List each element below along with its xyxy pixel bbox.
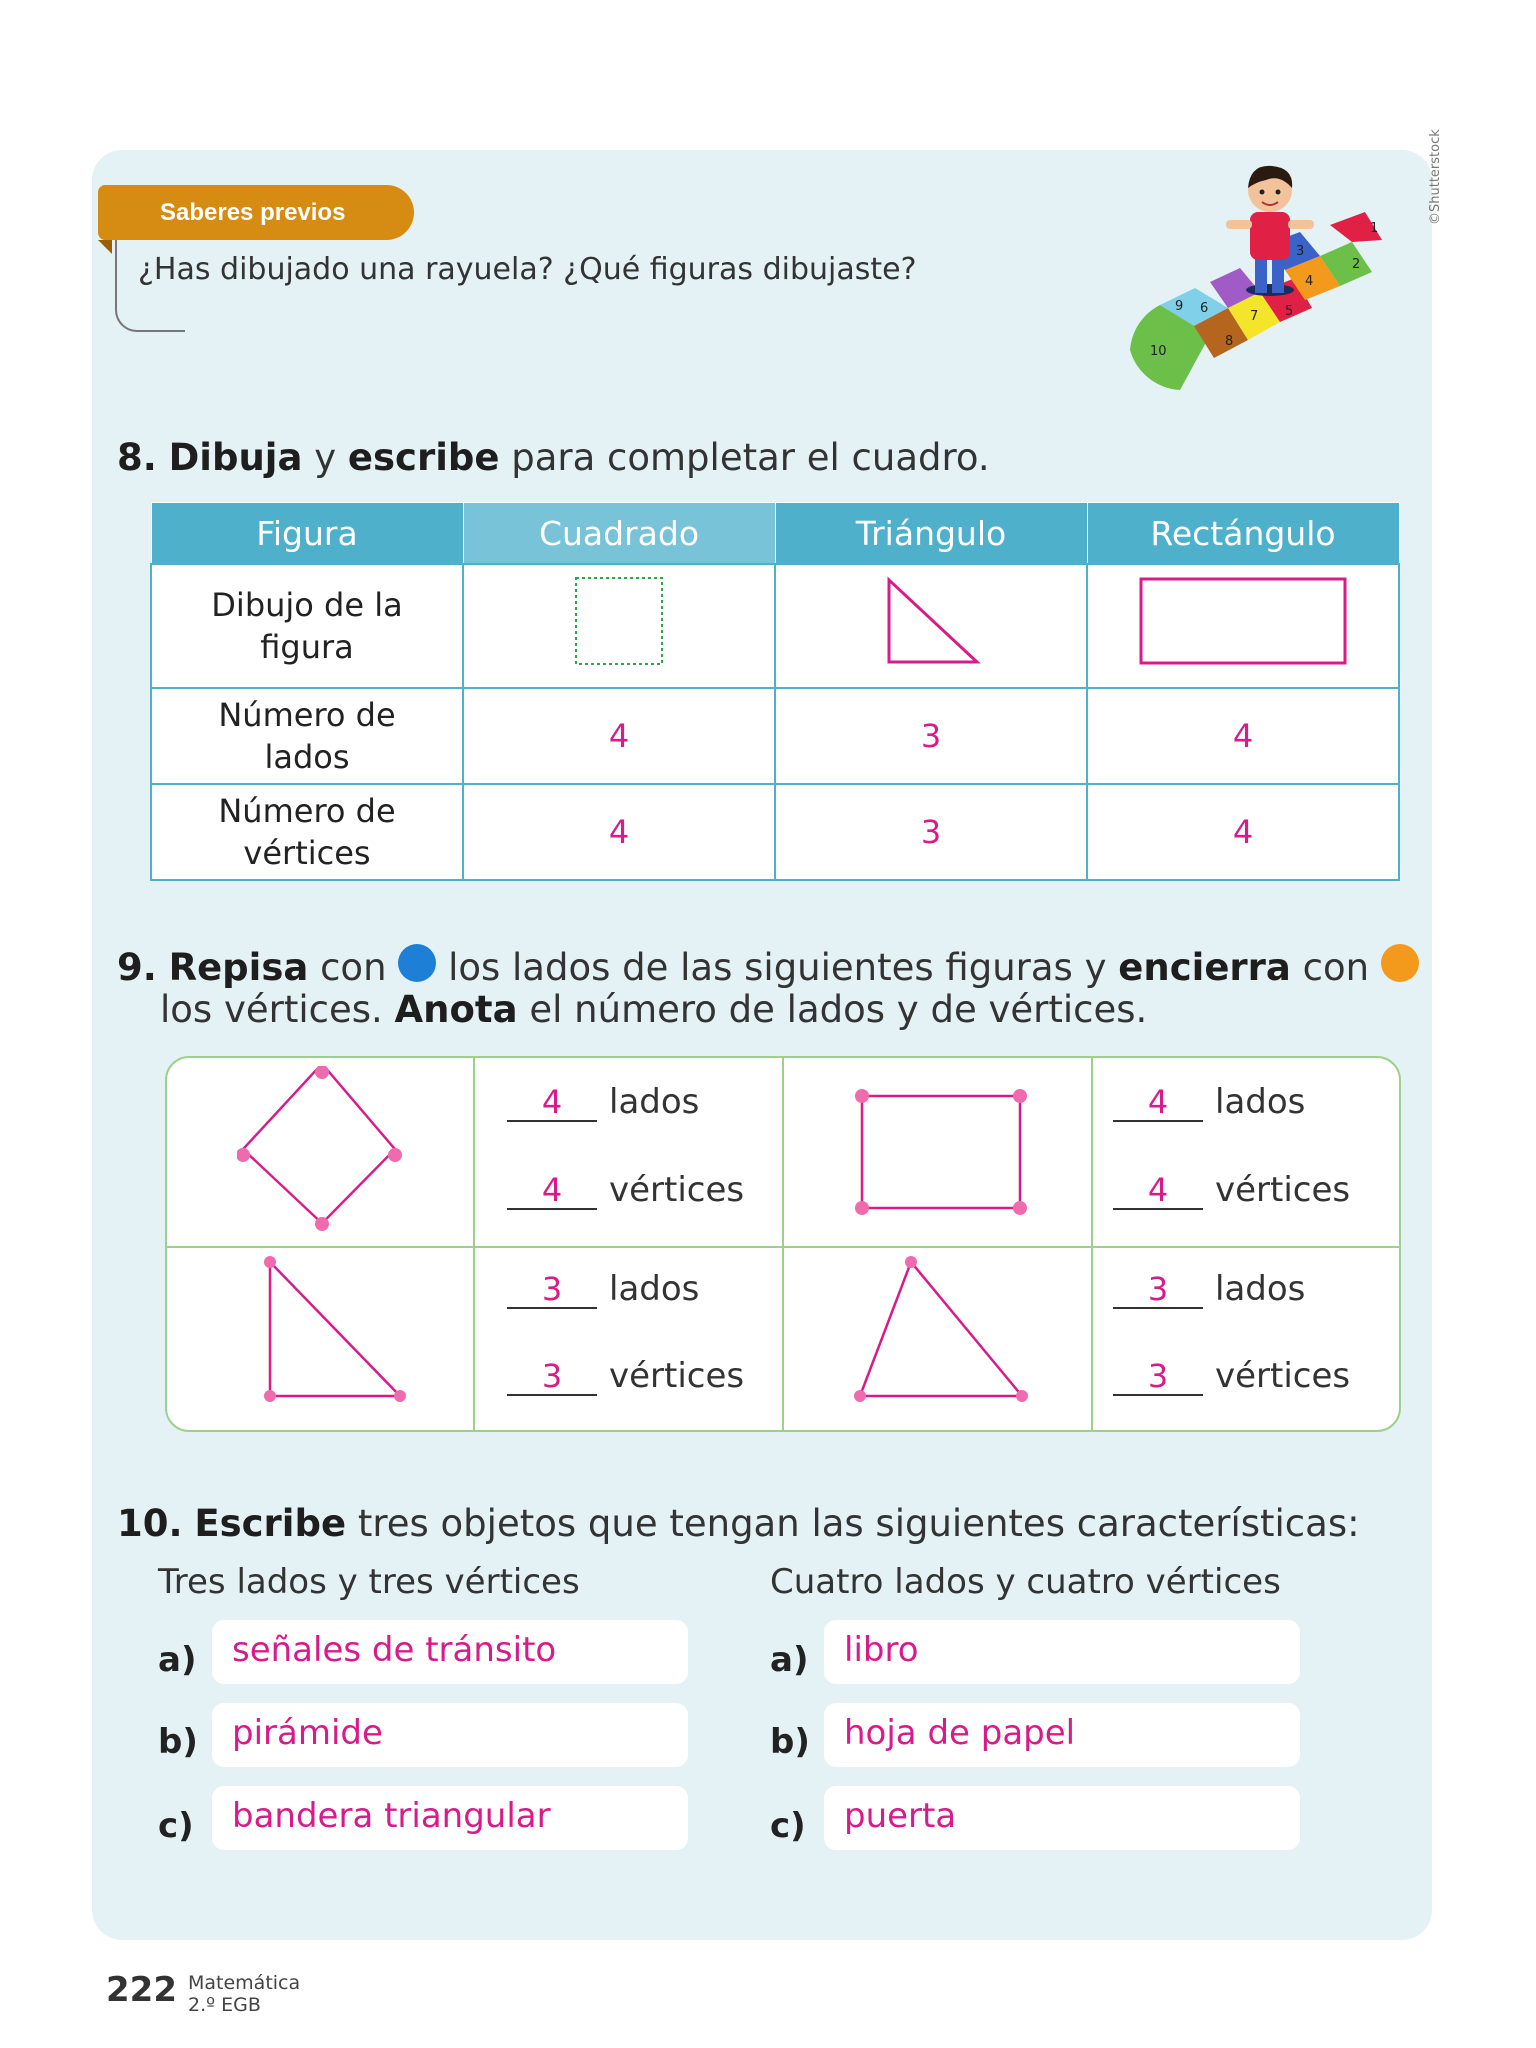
rhombus-sides	[507, 1082, 699, 1122]
ex9-number: 9.	[117, 946, 157, 989]
shapes-table	[150, 502, 1400, 881]
header-rectangulo: Rectángulo	[1087, 503, 1399, 565]
ex9-heading-line2	[160, 988, 1147, 1031]
right-triangle-sides	[507, 1269, 699, 1309]
triangle-sides-answer[interactable]: 3	[775, 688, 1087, 784]
square-sides-answer[interactable]: 4	[463, 688, 775, 784]
right-triangle-vertices-answer[interactable]: 3	[507, 1358, 597, 1396]
ex8-conj: y	[314, 436, 337, 479]
row-drawing-text: Dibujo de la figura	[211, 586, 403, 666]
row-sides	[151, 688, 1399, 784]
shapes-table-header	[151, 503, 1399, 565]
rectangle-sides	[1113, 1082, 1305, 1122]
subject-name: Matemática	[188, 1972, 301, 1994]
hop-num-7: 7	[1250, 309, 1259, 324]
grid-divider	[167, 1246, 1399, 1248]
square-drawing	[574, 576, 664, 666]
blue-dot-icon	[398, 944, 436, 982]
header-figura: Figura	[151, 503, 463, 565]
rectangle-vertices-answer[interactable]: 4	[1113, 1172, 1203, 1210]
ex8-number: 8.	[117, 436, 157, 479]
image-credit: ©Shutterstock	[1428, 129, 1443, 225]
row-vertices	[151, 784, 1399, 880]
word-vertices: vértices	[609, 1356, 745, 1396]
ex10-rest: tres objetos que tengan las siguientes características:	[357, 1502, 1360, 1545]
ex9-heading-line1	[117, 944, 1419, 989]
col1-title: Tres lados y tres vértices	[158, 1562, 580, 1602]
ex8-verb-escribe: escribe	[347, 436, 500, 479]
hop-num-1: 1	[1370, 221, 1379, 236]
word-lados: lados	[1215, 1082, 1306, 1122]
word-vertices: vértices	[1215, 1356, 1351, 1396]
col1-label-c: c)	[158, 1806, 194, 1846]
square-drawing-cell[interactable]	[463, 564, 775, 688]
ex8-rest: para completar el cuadro.	[511, 436, 990, 479]
rectangle-shape[interactable]	[852, 1086, 1032, 1216]
hop-num-2: 2	[1352, 257, 1361, 272]
rhombus-sides-answer[interactable]: 4	[507, 1084, 597, 1122]
right-triangle-shape[interactable]	[262, 1254, 412, 1404]
grade-level: 2.º EGB	[188, 1994, 261, 2016]
hop-num-9: 9	[1175, 299, 1184, 314]
col2-title: Cuatro lados y cuatro vértices	[770, 1562, 1281, 1602]
word-lados: lados	[609, 1269, 700, 1309]
rhombus-vertices	[507, 1170, 744, 1210]
orange-dot-icon	[1381, 944, 1419, 982]
triangle-sides-answer[interactable]: 3	[1113, 1271, 1203, 1309]
ex10-number: 10.	[117, 1502, 183, 1545]
row-drawing-label	[151, 564, 463, 688]
triangle-vertices-answer[interactable]: 3	[775, 784, 1087, 880]
triangle-drawing	[881, 576, 981, 666]
row-vertices-label	[151, 784, 463, 880]
col1-label-b: b)	[158, 1722, 198, 1762]
word-lados: lados	[1215, 1269, 1306, 1309]
grid-divider	[1091, 1058, 1093, 1430]
ex9-line2b: el número de lados y de vértices.	[529, 988, 1148, 1031]
ex9-verb-repisa: Repisa	[168, 946, 309, 989]
rectangle-vertices	[1113, 1170, 1350, 1210]
ex8-verb-dibuja: Dibuja	[168, 436, 303, 479]
ex9-con1: con	[320, 946, 387, 989]
col1-label-a: a)	[158, 1640, 197, 1680]
triangle-drawing-cell[interactable]	[775, 564, 1087, 688]
word-vertices: vértices	[609, 1170, 745, 1210]
page-number: 222	[106, 1970, 177, 2010]
hop-num-6: 6	[1200, 301, 1209, 316]
ex10-heading	[117, 1502, 1360, 1545]
ex10-verb: Escribe	[194, 1502, 347, 1545]
col2-answer-b[interactable]: hoja de papel	[824, 1703, 1300, 1767]
row-drawing	[151, 564, 1399, 688]
grid-divider	[782, 1058, 784, 1430]
warmup-question: ¿Has dibujado una rayuela? ¿Qué figuras dibujaste?	[138, 252, 917, 287]
grid-divider	[473, 1058, 475, 1430]
hopscotch-kid-illustration	[1090, 160, 1410, 410]
triangle-vertices	[1113, 1356, 1350, 1396]
col1-answer-c[interactable]: bandera triangular	[212, 1786, 688, 1850]
hop-num-4: 4	[1305, 274, 1314, 289]
rectangle-sides-answer[interactable]: 4	[1087, 688, 1399, 784]
col2-answer-c[interactable]: puerta	[824, 1786, 1300, 1850]
col1-answer-a[interactable]: señales de tránsito	[212, 1620, 688, 1684]
rhombus-shape[interactable]	[237, 1066, 407, 1236]
row-vertices-text: Número de vértices	[218, 792, 396, 872]
col2-label-b: b)	[770, 1722, 810, 1762]
ex9-mid: los lados de las siguientes figuras y	[448, 946, 1107, 989]
tab-fold	[98, 240, 112, 254]
hop-num-3: 3	[1296, 244, 1305, 259]
row-sides-label	[151, 688, 463, 784]
ex9-verb-anota: Anota	[394, 988, 518, 1031]
hop-num-8: 8	[1225, 334, 1234, 349]
right-triangle-vertices	[507, 1356, 744, 1396]
page-meta	[188, 1972, 300, 2016]
rectangle-sides-answer[interactable]: 4	[1113, 1084, 1203, 1122]
hop-num-10: 10	[1150, 344, 1167, 359]
rhombus-vertices-answer[interactable]: 4	[507, 1172, 597, 1210]
header-triangulo: Triángulo	[775, 503, 1087, 565]
col2-answer-a[interactable]: libro	[824, 1620, 1300, 1684]
triangle-sides	[1113, 1269, 1305, 1309]
rectangle-vertices-answer[interactable]: 4	[1087, 784, 1399, 880]
header-cuadrado: Cuadrado	[463, 503, 775, 565]
rectangle-drawing-cell[interactable]	[1087, 564, 1399, 688]
triangle-shape[interactable]	[852, 1254, 1032, 1404]
row-sides-text: Número de lados	[218, 696, 396, 776]
shapes-grid	[165, 1056, 1401, 1432]
hop-num-5: 5	[1285, 304, 1294, 319]
rectangle-drawing	[1138, 576, 1348, 666]
square-vertices-answer[interactable]: 4	[463, 784, 775, 880]
ex9-con2: con	[1302, 946, 1370, 989]
word-vertices: vértices	[1215, 1170, 1351, 1210]
right-triangle-sides-answer[interactable]: 3	[507, 1271, 597, 1309]
ex8-heading	[117, 436, 990, 479]
ex9-verb-encierra: encierra	[1118, 946, 1291, 989]
col2-label-c: c)	[770, 1806, 806, 1846]
triangle-vertices-answer[interactable]: 3	[1113, 1358, 1203, 1396]
word-lados: lados	[609, 1082, 700, 1122]
ex9-line2a: los vértices.	[160, 988, 383, 1031]
col2-label-a: a)	[770, 1640, 809, 1680]
saberes-previos-tab: Saberes previos	[98, 185, 414, 240]
col1-answer-b[interactable]: pirámide	[212, 1703, 688, 1767]
